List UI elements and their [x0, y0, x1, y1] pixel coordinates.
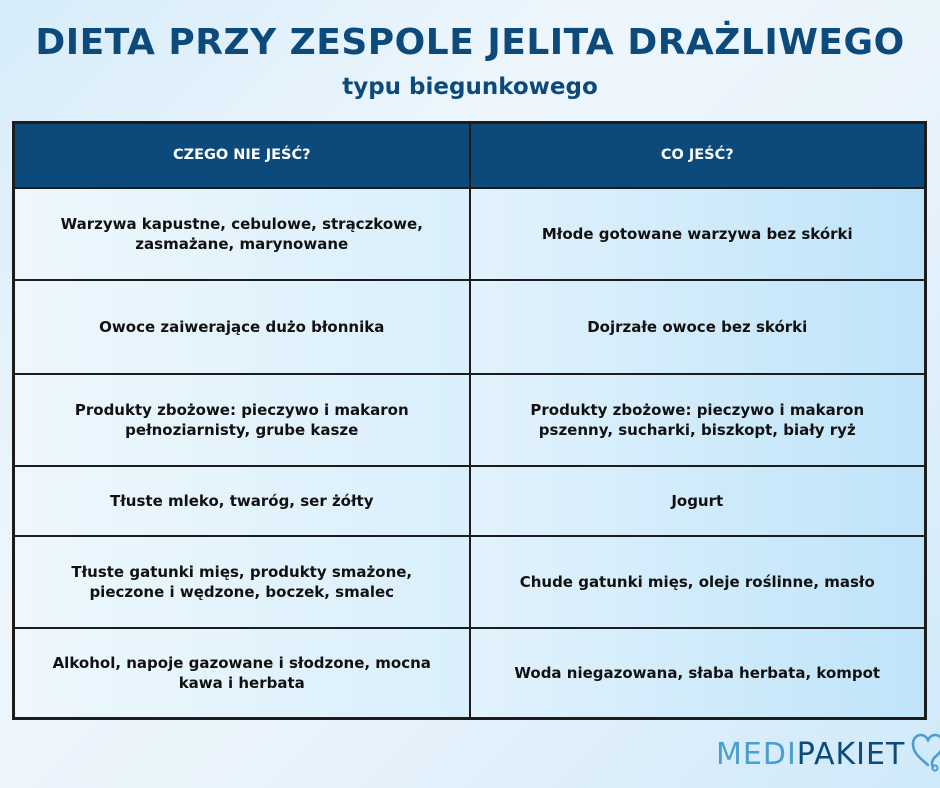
avoid-cell: Tłuste mleko, twaróg, ser żółty [14, 466, 470, 536]
eat-cell: Młode gotowane warzywa bez skórki [470, 188, 926, 280]
table-row [14, 374, 926, 466]
page-title: DIETA PRZY ZESPOLE JELITA DRAŻLIWEGO [35, 22, 905, 63]
eat-cell: Chude gatunki mięs, oleje roślinne, masło [470, 536, 926, 628]
heart-stethoscope-icon [911, 732, 940, 776]
avoid-cell: Alkohol, napoje gazowane i słodzone, mocna kawa i herbata [14, 628, 470, 719]
avoid-cell: Owoce zaiwerające dużo błonnika [14, 280, 470, 374]
table-row [14, 280, 926, 374]
eat-cell: Jogurt [470, 466, 926, 536]
table-row [14, 536, 926, 628]
eat-cell: Dojrzałe owoce bez skórki [470, 280, 926, 374]
table-row [14, 466, 926, 536]
logo-text-pakiet: PAKIET [796, 736, 906, 772]
medipakiet-logo [716, 734, 940, 774]
header-eat: CO JEŚĆ? [470, 123, 926, 188]
avoid-cell: Produkty zbożowe: pieczywo i makaron pełnoziarnisty, grube kasze [14, 374, 470, 466]
page-subtitle: typu biegunkowego [342, 74, 598, 100]
table-row [14, 628, 926, 719]
eat-cell: Woda niegazowana, słaba herbata, kompot [470, 628, 926, 719]
logo-wordmark [716, 737, 905, 772]
table-row [14, 188, 926, 280]
eat-cell: Produkty zbożowe: pieczywo i makaron pszenny, sucharki, biszkopt, biały ryż [470, 374, 926, 466]
avoid-cell: Warzywa kapustne, cebulowe, strączkowe, zasmażane, marynowane [14, 188, 470, 280]
header-avoid: CZEGO NIE JEŚĆ? [14, 123, 470, 188]
avoid-cell: Tłuste gatunki mięs, produkty smażone, pieczone i wędzone, boczek, smalec [14, 536, 470, 628]
table-header-row [14, 123, 926, 188]
logo-text-medi: MEDI [716, 736, 797, 772]
diet-table [12, 121, 927, 720]
